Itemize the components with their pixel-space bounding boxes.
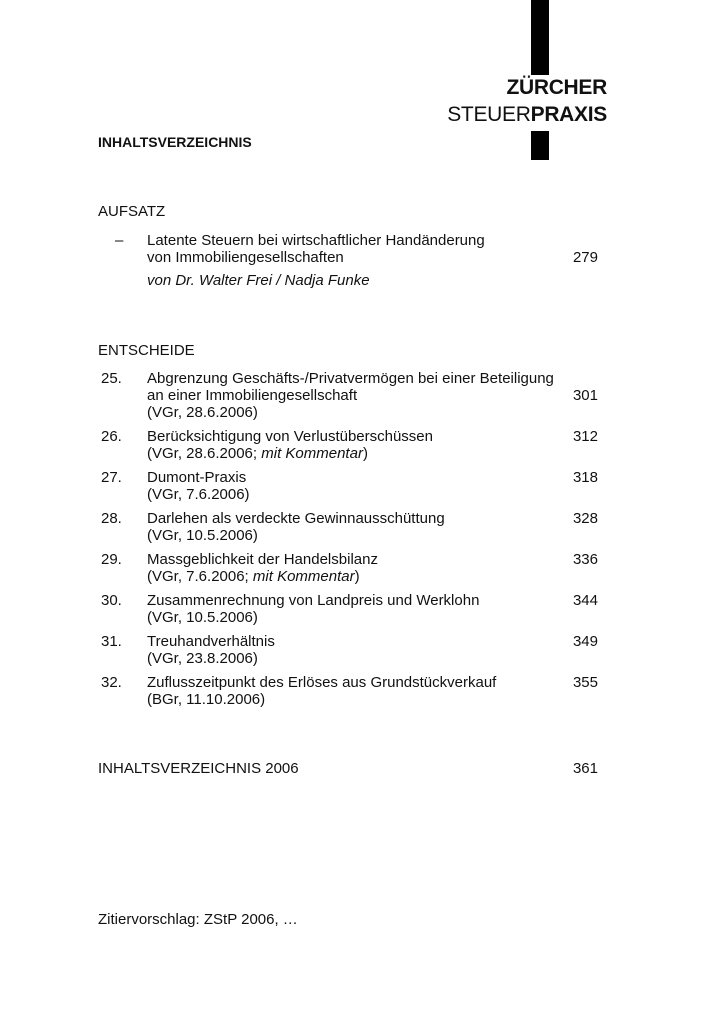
logo-bar-bottom: [531, 131, 549, 160]
entry-reference-comment: mit Kommentar: [252, 568, 355, 585]
entry-number: 32.: [101, 674, 122, 691]
entry-number: 31.: [101, 633, 122, 650]
entry-title-continued: an einer Immobiliengesellschaft: [147, 387, 358, 404]
entry-reference: (BGr, 11.10.2006): [147, 691, 266, 708]
entry-reference-comment: mit Kommentar: [261, 445, 363, 462]
entry-number: 27.: [101, 469, 122, 486]
index-2006-title: INHALTSVERZEICHNIS 2006: [98, 760, 299, 777]
entry-page: 336: [572, 551, 598, 568]
entry-title: Treuhandverhältnis: [147, 633, 275, 650]
entry-number: 25.: [101, 370, 122, 387]
citation-suggestion: Zitiervorschlag: ZStP 2006, …: [98, 911, 298, 928]
entry-reference-close: ): [362, 445, 368, 462]
aufsatz-title-line1: Latente Steuern bei wirtschaftlicher Handänderung: [147, 232, 485, 249]
entry-title: Zusammenrechnung von Landpreis und Werklohn: [147, 592, 480, 609]
logo-line-steuerpraxis: [447, 103, 607, 127]
entry-reference: [147, 568, 360, 585]
index-2006-page: 361: [572, 760, 598, 777]
entry-number: 26.: [101, 428, 122, 445]
entry-reference: [147, 445, 368, 462]
entry-title: Berücksichtigung von Verlustüberschüssen: [147, 428, 433, 445]
entry-number: 28.: [101, 510, 122, 527]
entry-page: 312: [572, 428, 598, 445]
entry-reference: (VGr, 28.6.2006): [147, 404, 258, 421]
entry-title: Abgrenzung Geschäfts-/Privatvermögen bei einer Beteiligung: [147, 370, 554, 387]
entry-title: Dumont-Praxis: [147, 469, 247, 486]
section-entscheide: ENTSCHEIDE: [98, 342, 195, 359]
entry-title: Massgeblichkeit der Handelsbilanz: [147, 551, 378, 568]
page-heading: INHALTSVERZEICHNIS: [98, 134, 252, 150]
entry-title: Zuflusszeitpunkt des Erlöses aus Grundstückverkauf: [147, 674, 497, 691]
aufsatz-bullet: –: [115, 232, 124, 249]
entry-reference: (VGr, 10.5.2006): [147, 609, 258, 626]
entry-page: 355: [572, 674, 598, 691]
entry-reference-text: (VGr, 7.6.2006;: [147, 568, 253, 585]
logo-bar-top: [531, 0, 549, 75]
section-aufsatz: AUFSATZ: [98, 203, 166, 220]
aufsatz-title-line2: von Immobiliengesellschaften: [147, 249, 344, 266]
entry-reference: (VGr, 23.8.2006): [147, 650, 258, 667]
entry-number: 30.: [101, 592, 122, 609]
logo-steuer: STEUER: [447, 103, 531, 126]
entry-reference: (VGr, 10.5.2006): [147, 527, 258, 544]
entry-reference: (VGr, 7.6.2006): [147, 486, 250, 503]
entry-page: 301: [572, 387, 598, 404]
entry-reference-close: ): [354, 568, 360, 585]
entry-page: 318: [572, 469, 598, 486]
logo-praxis: PRAXIS: [530, 103, 607, 126]
entry-page: 344: [572, 592, 598, 609]
logo-line-zuercher: ZÜRCHER: [506, 76, 607, 99]
aufsatz-page: 279: [572, 249, 598, 266]
entry-reference-text: (VGr, 28.6.2006;: [147, 445, 262, 462]
entry-page: 328: [572, 510, 598, 527]
entry-number: 29.: [101, 551, 122, 568]
entry-title: Darlehen als verdeckte Gewinnausschüttung: [147, 510, 445, 527]
entry-page: 349: [572, 633, 598, 650]
aufsatz-authors: von Dr. Walter Frei / Nadja Funke: [147, 272, 370, 289]
